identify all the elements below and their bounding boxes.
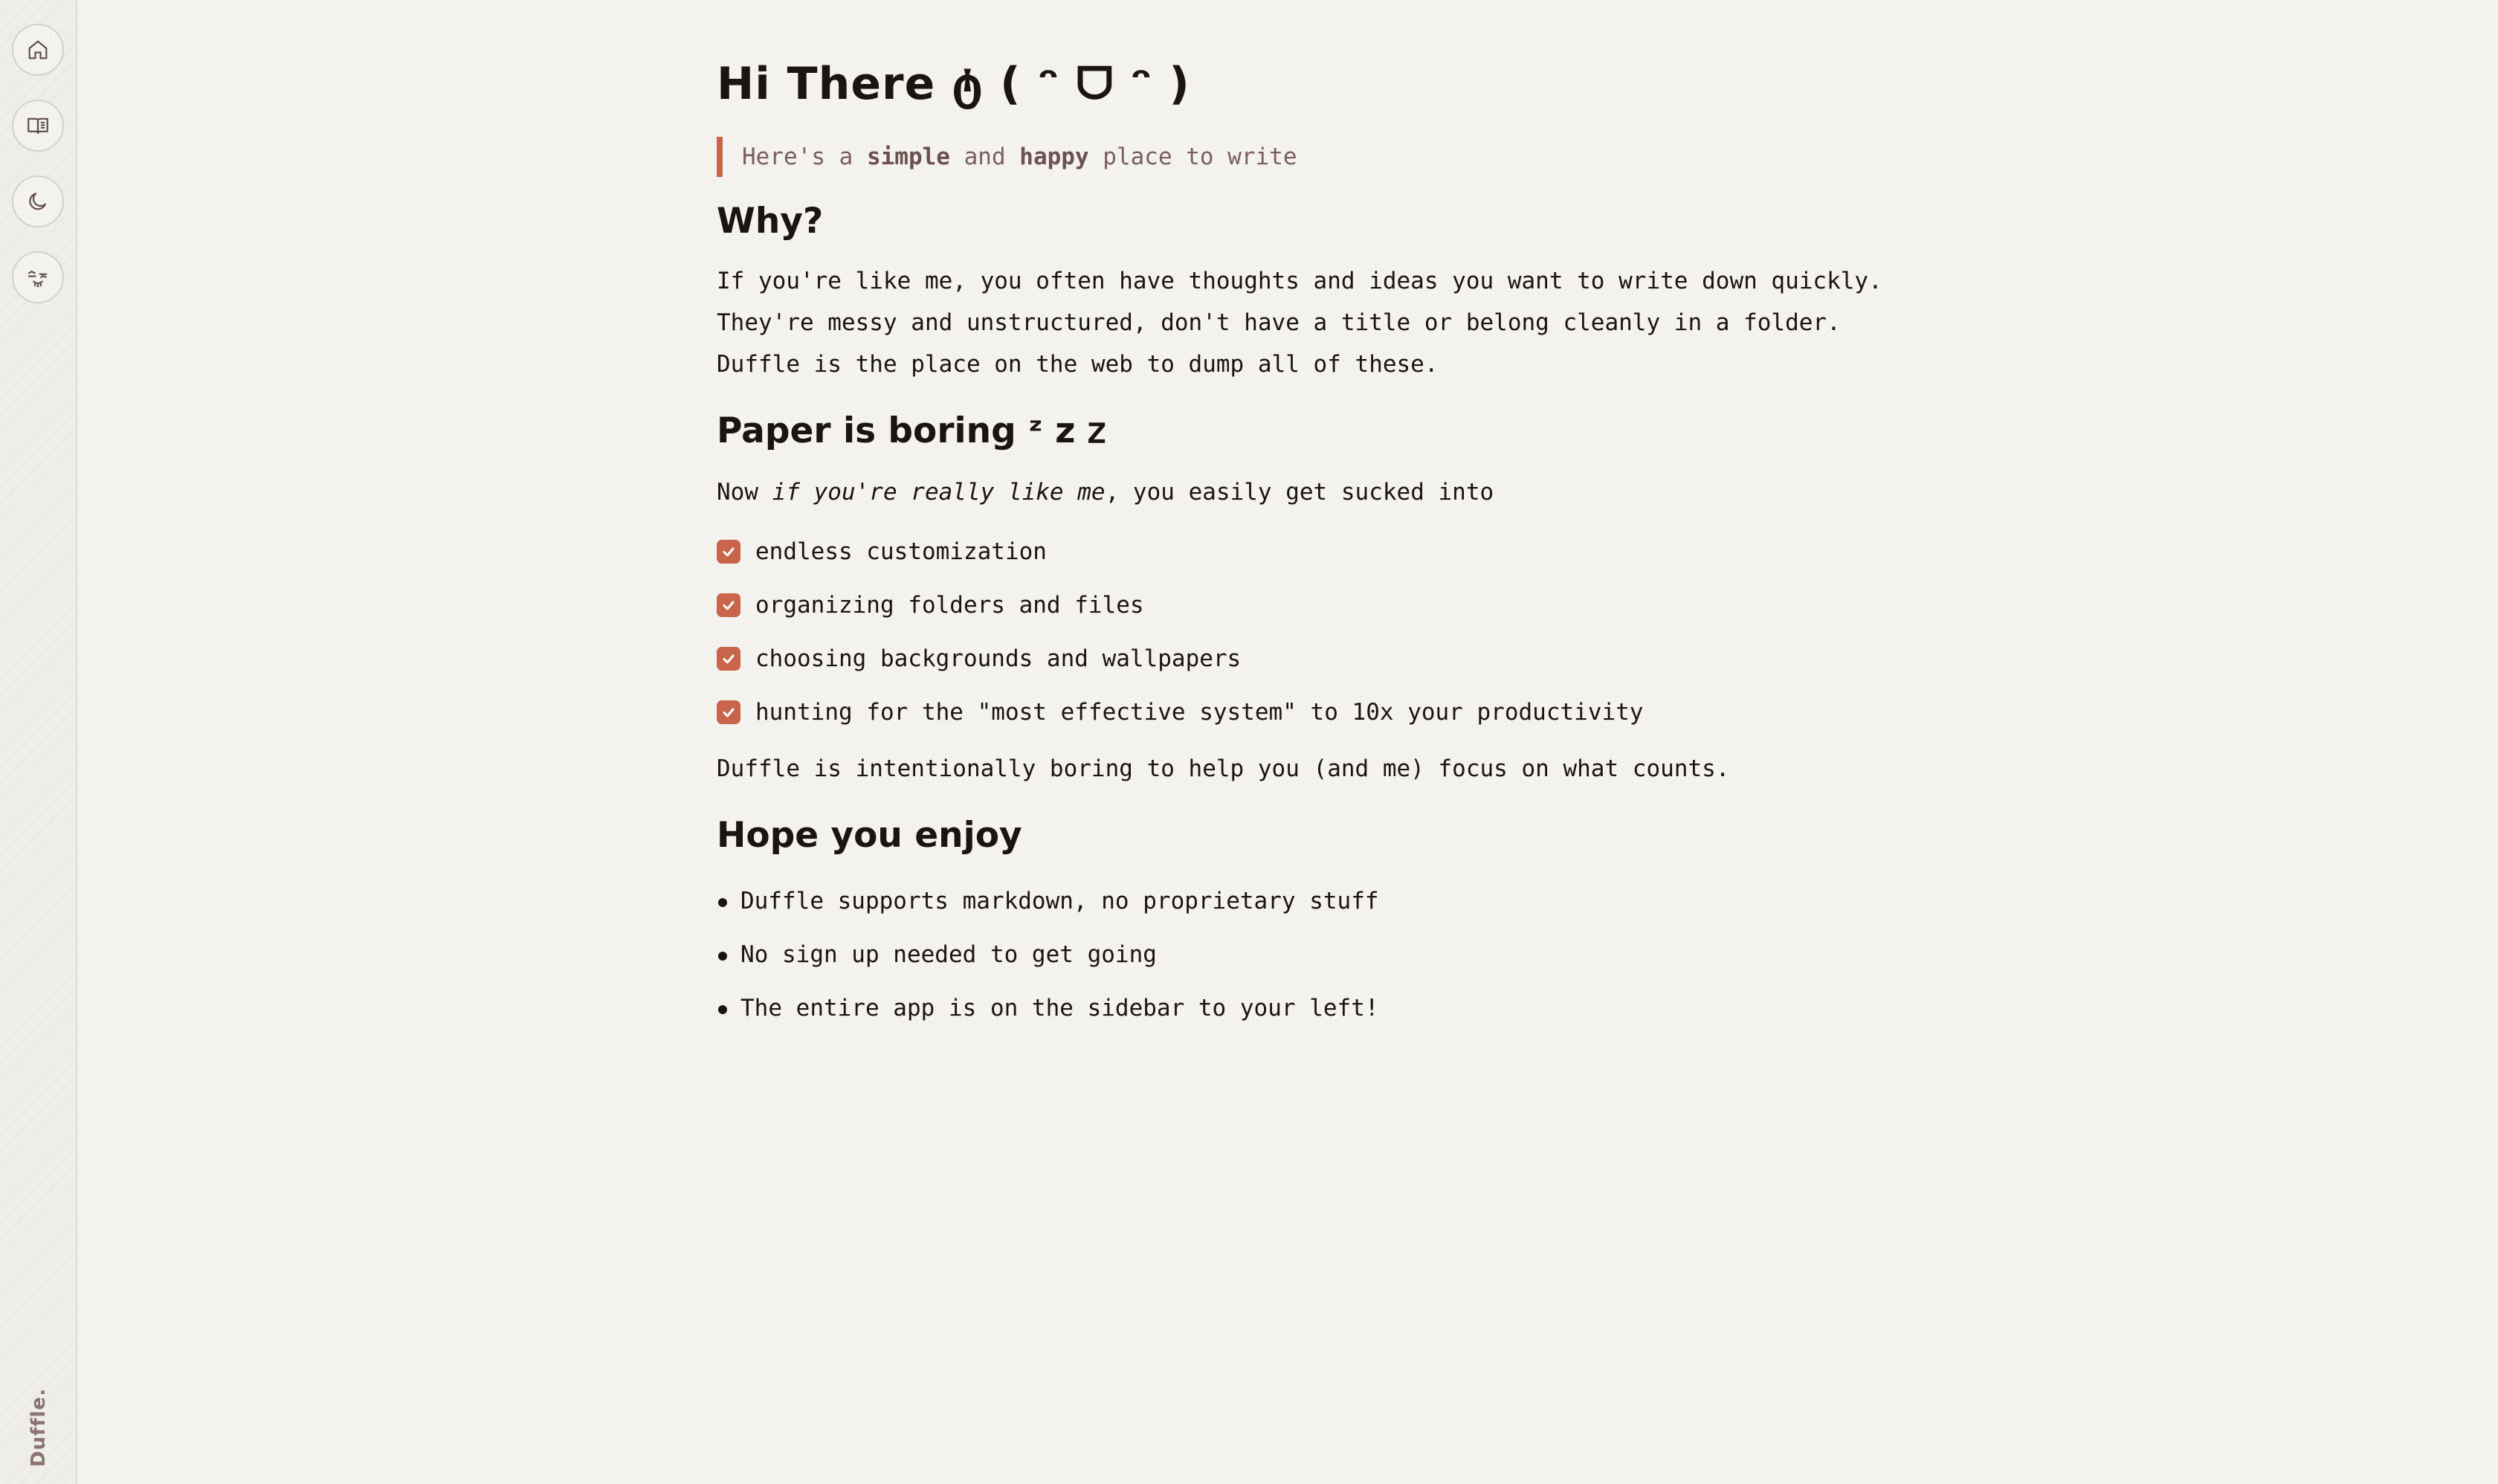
mood-button[interactable]	[12, 251, 64, 303]
heading-paper-is-boring: Paper is boring ᶻ z 𝗓	[717, 410, 1106, 451]
quote-bold-simple: simple	[866, 143, 950, 170]
page-title: Hi There ტ ( ᵔ ᗜ ᵔ )	[717, 58, 1190, 110]
quote-prefix: Here's a	[742, 143, 867, 170]
list-item: Duffle supports markdown, no proprietary stuff	[717, 874, 1906, 928]
task-label: organizing folders and files	[755, 592, 1144, 619]
task-list	[717, 525, 1906, 739]
task-item	[717, 632, 1906, 685]
task-checkbox[interactable]	[717, 647, 740, 671]
brand-text: Duffle.	[28, 1387, 51, 1468]
home-icon	[25, 37, 51, 62]
why-line: If you're like me, you often have thoughts and ideas you want to write down quickly.	[717, 268, 1882, 294]
lead-italic: if you're really like me	[772, 479, 1106, 506]
why-line: Duffle is the place on the web to dump all of these.	[717, 351, 1439, 378]
face-icon	[25, 265, 51, 290]
task-checkbox[interactable]	[717, 700, 740, 724]
check-icon	[720, 650, 738, 668]
quote-suffix: place to write	[1088, 143, 1297, 170]
blockquote	[717, 137, 1906, 177]
moon-icon	[25, 189, 51, 214]
heading-hope-you-enjoy: Hope you enjoy	[717, 815, 1022, 856]
bullet-list	[717, 874, 1906, 1035]
list-item: The entire app is on the sidebar to your left!	[717, 981, 1906, 1035]
quote-mid: and	[949, 143, 1020, 170]
task-checkbox[interactable]	[717, 540, 740, 564]
task-label: choosing backgrounds and wallpapers	[755, 645, 1242, 672]
sidebar	[0, 0, 77, 1484]
theme-toggle-button[interactable]	[12, 175, 64, 228]
why-paragraph	[717, 260, 1906, 385]
check-icon	[720, 543, 738, 561]
book-icon	[25, 113, 51, 138]
task-label: endless customization	[755, 538, 1047, 565]
brand-logo	[21, 1387, 57, 1468]
lead-prefix: Now	[717, 479, 772, 506]
task-label: hunting for the "most effective system" to 10x your productivity	[755, 699, 1644, 726]
task-item	[717, 525, 1906, 578]
quote-bold-happy: happy	[1019, 143, 1089, 170]
check-icon	[720, 703, 738, 721]
editor-content[interactable]	[717, 52, 1906, 1035]
home-button[interactable]	[12, 24, 64, 76]
task-item	[717, 685, 1906, 739]
lead-suffix: , you easily get sucked into	[1105, 479, 1494, 506]
heading-why: Why?	[717, 201, 824, 242]
check-icon	[720, 596, 738, 614]
list-item: No sign up needed to get going	[717, 928, 1906, 981]
task-item	[717, 578, 1906, 632]
paper-closing: Duffle is intentionally boring to help you (and me) focus on what counts.	[717, 755, 1730, 782]
paper-lead	[717, 471, 1906, 513]
task-checkbox[interactable]	[717, 593, 740, 617]
notes-button[interactable]	[12, 100, 64, 152]
why-line: They're messy and unstructured, don't have a title or belong cleanly in a folder.	[717, 309, 1841, 336]
